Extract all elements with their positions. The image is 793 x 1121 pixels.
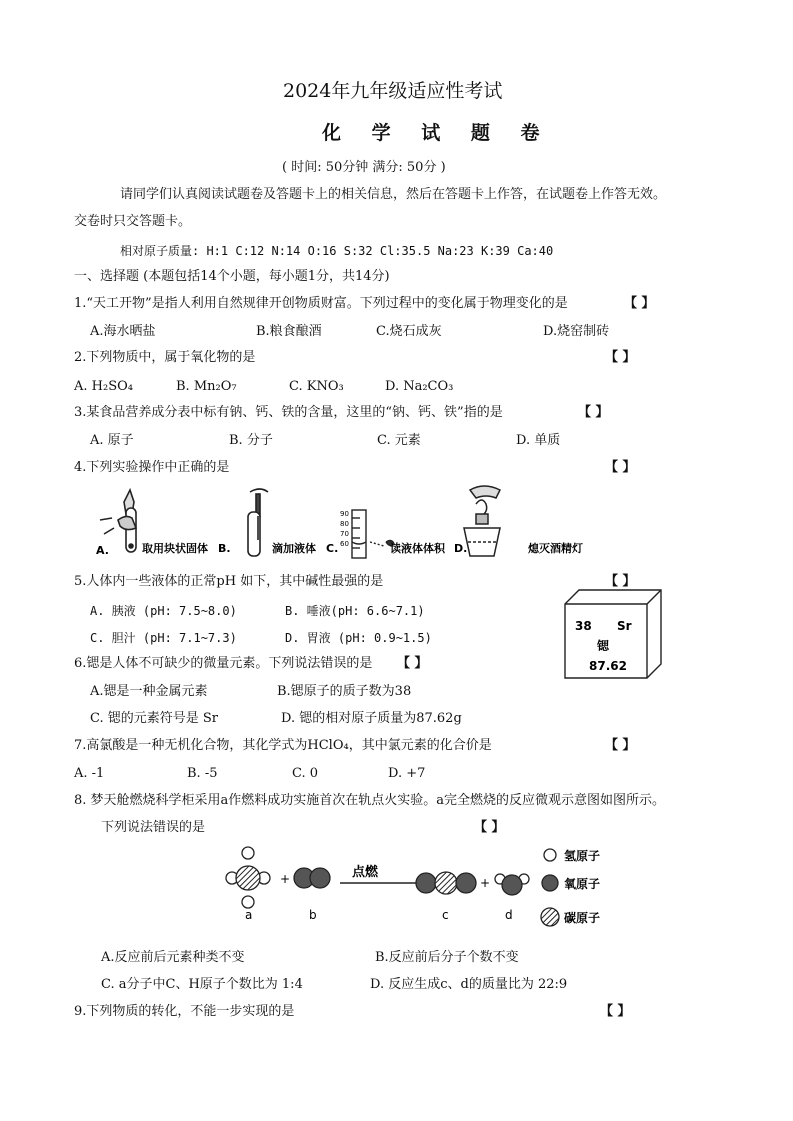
legend-carbon-label: 碳原子: [564, 911, 601, 925]
q8-option-b: B.反应前后分子个数不变: [375, 950, 519, 965]
question-9-stem: 9.下列物质的转化，不能一步实现的是: [74, 1004, 295, 1019]
instruction-line-1: 请同学们认真阅读试题卷及答题卡上的相关信息，然后在答题卡上作答，在试题卷上作答无效。: [120, 187, 667, 202]
q5-option-d: D. 胃液 (pH: 0.9~1.5): [285, 631, 432, 645]
question-8-stem-2: 下列说法错误的是: [101, 820, 206, 835]
q3-option-c: C. 元素: [377, 433, 421, 448]
q7-option-a: A. -1: [74, 766, 105, 781]
section-heading: 一、选择题 (本题包括14个小题，每小题1分，共14分): [74, 269, 390, 284]
q5-option-c: C. 胆汁 (pH: 7.1~7.3): [90, 631, 237, 645]
legend-hydrogen-label: 氢原子: [564, 849, 601, 863]
molecule-c-icon: [416, 872, 476, 894]
answer-bracket: 【 】: [605, 350, 636, 365]
q6-option-a: A.锶是一种金属元素: [90, 684, 208, 699]
q7-option-c: C. 0: [292, 766, 319, 781]
reaction-diagram: [224, 845, 624, 935]
q3-option-b: B. 分子: [229, 433, 273, 448]
q3-option-d: D. 单质: [516, 433, 561, 448]
element-symbol: Sr: [617, 619, 632, 633]
q5-option-b: B. 唾液(pH: 6.6~7.1): [285, 604, 425, 618]
answer-bracket: 【 】: [600, 1004, 631, 1019]
q6-option-c: C. 锶的元素符号是 Sr: [90, 711, 219, 726]
q4-option-a-label: 取用块状固体: [142, 542, 208, 555]
atomic-mass-info: 相对原子质量: H:1 C:12 N:14 O:16 S:32 Cl:35.5 Na:23 K:39 Ca:40: [120, 244, 554, 258]
time-info: ( 时间: 50分钟 满分: 50分 ): [282, 160, 446, 175]
answer-bracket: 【 】: [605, 574, 636, 589]
q2-option-c: C. KNO₃: [289, 379, 344, 394]
dropper-icon: [248, 489, 268, 556]
alcohol-lamp-icon: [464, 486, 500, 556]
q8-option-a: A.反应前后元素种类不变: [101, 950, 245, 965]
q4-option-b-letter: B.: [218, 542, 231, 555]
answer-bracket: 【 】: [578, 405, 609, 420]
question-4-stem: 4.下列实验操作中正确的是: [74, 460, 230, 475]
molecule-a-icon: [226, 847, 270, 908]
q8-option-c: C. a分子中C、H原子个数比为 1:4: [101, 977, 303, 992]
answer-bracket: 【 】: [624, 296, 655, 311]
element-mass: 87.62: [589, 659, 627, 673]
lab-operations-illustration: [90, 484, 610, 562]
instruction-line-2: 交卷时只交答题卡。: [74, 214, 192, 229]
question-3-stem: 3.某食品营养成分表中标有钠、钙、铁的含量，这里的“钠、钙、铁”指的是: [74, 405, 503, 420]
q7-option-b: B. -5: [187, 766, 218, 781]
q3-option-a: A. 原子: [90, 433, 134, 448]
q6-option-b: B.锶原子的质子数为38: [277, 684, 412, 699]
plus-sign: +: [480, 876, 491, 890]
question-2-stem: 2.下列物质中，属于氧化物的是: [74, 350, 256, 365]
q2-option-a: A. H₂SO₄: [74, 379, 133, 394]
element-name: 锶: [597, 639, 610, 653]
molecule-b-label: b: [309, 908, 317, 922]
plus-sign: +: [280, 872, 291, 886]
cylinder-tick-60: 60: [340, 540, 349, 548]
q1-option-b: B.粮食酿酒: [256, 324, 322, 339]
legend-carbon: [541, 908, 600, 926]
cylinder-tick-80: 80: [340, 520, 349, 528]
q2-option-d: D. Na₂CO₃: [385, 379, 454, 394]
molecule-c-label: c: [442, 908, 449, 922]
molecule-d-label: d: [505, 908, 513, 922]
q4-option-c-letter: C.: [326, 542, 339, 555]
cylinder-tick-90: 90: [340, 510, 349, 518]
cylinder-tick-70: 70: [340, 530, 349, 538]
question-7-stem: 7.高氯酸是一种无机化合物，其化学式为HClO₄，其中氯元素的化合价是: [74, 738, 492, 753]
legend-oxygen: [542, 875, 600, 891]
q7-option-d: D. +7: [388, 766, 426, 781]
legend-oxygen-label: 氧原子: [564, 877, 601, 891]
strontium-element-card: [565, 590, 665, 690]
measuring-cylinder-icon: [352, 510, 394, 558]
q8-option-d: D. 反应生成c、d的质量比为 22:9: [370, 977, 568, 992]
element-number: 38: [575, 619, 592, 633]
molecule-d-icon: [495, 874, 529, 895]
q4-option-d-letter: D.: [454, 542, 468, 555]
question-6-stem: 6.锶是人体不可缺少的微量元素。下列说法错误的是: [74, 656, 373, 671]
question-8-stem: 8. 梦天舱燃烧科学柜采用a作燃料成功实施首次在轨点火实验。a完全燃烧的反应微观示意图如图所示。: [74, 793, 666, 808]
q4-option-d-label: 熄灭酒精灯: [528, 542, 583, 555]
q5-option-a: A. 胰液 (pH: 7.5~8.0): [90, 604, 237, 618]
q1-option-d: D.烧窑制砖: [543, 324, 610, 339]
q4-option-b-label: 滴加液体: [272, 542, 316, 555]
question-1-stem: 1.“天工开物”是指人利用自然规律开创物质财富。下列过程中的变化属于物理变化的是: [74, 296, 568, 311]
answer-bracket: 【 】: [474, 820, 505, 835]
question-5-stem: 5.人体内一些液体的正常pH 如下，其中碱性最强的是: [74, 574, 384, 589]
q2-option-b: B. Mn₂O₇: [176, 379, 237, 394]
q6-option-d: D. 锶的相对原子质量为87.62g: [281, 711, 462, 726]
molecule-a-label: a: [245, 908, 253, 922]
q4-option-a-letter: A.: [96, 544, 109, 557]
test-tube-solid-icon: [100, 490, 136, 552]
q1-option-a: A.海水晒盐: [90, 324, 156, 339]
molecule-b-icon: [294, 868, 330, 888]
q4-option-c-label: 读液体体积: [390, 542, 445, 555]
q1-option-c: C.烧石成灰: [376, 324, 442, 339]
answer-bracket: 【 】: [605, 460, 636, 475]
arrow-condition-label: 点燃: [352, 865, 379, 880]
subject-title: 化 学 试 题 卷: [322, 122, 552, 144]
answer-bracket: 【 】: [397, 656, 428, 671]
exam-title: 2024年九年级适应性考试: [283, 80, 503, 102]
answer-bracket: 【 】: [605, 738, 636, 753]
legend-hydrogen: [544, 848, 600, 863]
